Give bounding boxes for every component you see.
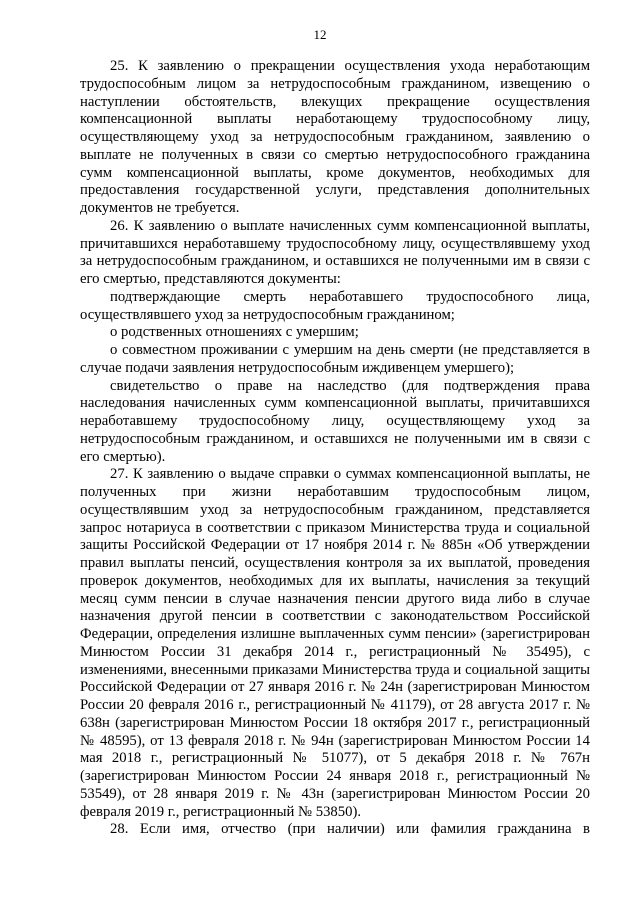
paragraph-27: 27. К заявлению о выдаче справки о суммах компенсационной выплаты, не полученных при жизни неработавшим трудоспособным лицом, осуществлявшим уход за нетрудоспособным гражданином, представляется запрос нотариуса в соответствии с приказом Министерства труда и социальной защиты Российской Федерации от 17 ноября 2014 г. № 885н «Об утверждении правил выплаты пенсий, осуществления контроля за их выплатой, проведения проверок документов, необходимых для их выплаты, начисления за текущий месяц сумм пенсии в случае назначения пенсии другого вида либо в случае назначения другой пенсии в соответствии с законодательством Российской Федерации, определения излишне выплаченных сумм пенсии» (зарегистрирован Минюстом России 31 декабря 2014 г., регистрационный № 35495), с изменениями, внесенными приказами Министерства труда и социальной защиты Российской Федерации от 27 января 2016 г. № 24н (зарегистрирован Минюстом России 20 февраля 2016 г., регистрационный № 41179), от 28 августа 2017 г. № 638н (зарегистрирован Минюстом России 18 октября 2017 г., регистрационный № 48595), от 13 февраля 2018 г. № 94н (зарегистрирован Минюстом России 14 мая 2018 г., регистрационный № 51077), от 5 декабря 2018 г. № 767н (зарегистрирован Минюстом России 24 января 2018 г., регистрационный № 53549), от 28 января 2019 г. № 43н (зарегистрирован Минюстом России 20 февраля 2019 г., регистрационный № 53850). [80, 466, 590, 820]
list-item-cohabitation: о совместном проживании с умершим на день смерти (не представляется в случае подачи заявления нетрудоспособным иждивенцем умершего); [80, 342, 590, 376]
page-number: 12 [313, 27, 327, 42]
paragraph-25: 25. К заявлению о прекращении осуществления ухода неработающим трудоспособным лицом за нетрудоспособным гражданином, извещению о наступлении обстоятельств, влекущих прекращение осуществления компенсационной выплаты неработающему трудоспособному лицу, осуществляющему уход за нетрудоспособным гражданином, заявлению о выплате не полученных в связи со смертью нетрудоспособного гражданина сумм компенсационной выплаты, кроме документов, необходимых для предоставления государственной услуги, представления дополнительных документов не требуется. [80, 58, 590, 216]
paragraph-28: 28. Если имя, отчество (при наличии) или фамилия гражданина в [110, 821, 590, 838]
list-item-inheritance-certificate: свидетельство о праве на наследство (для подтверждения права наследования начисленных сумм компенсационной выплаты, причитавшихся неработавшему трудоспособному лицу, осуществляющему уход за нетрудоспособным гражданином, и оставшихся не полученными им в связи с его смертью). [80, 377, 590, 465]
list-item-kinship: о родственных отношениях с умершим; [110, 324, 359, 341]
paragraph-26: 26. К заявлению о выплате начисленных сумм компенсационной выплаты, причитавшихся неработавшему трудоспособному лицу, осуществлявшему уход за нетрудоспособным гражданином, и оставшихся не полученными им в связи с его смертью, представляются документы: [80, 217, 590, 287]
list-item-death-confirmation: подтверждающие смерть неработавшего трудоспособного лица, осуществлявшего уход за нетрудоспособным гражданином; [80, 288, 590, 323]
document-body [80, 58, 590, 839]
